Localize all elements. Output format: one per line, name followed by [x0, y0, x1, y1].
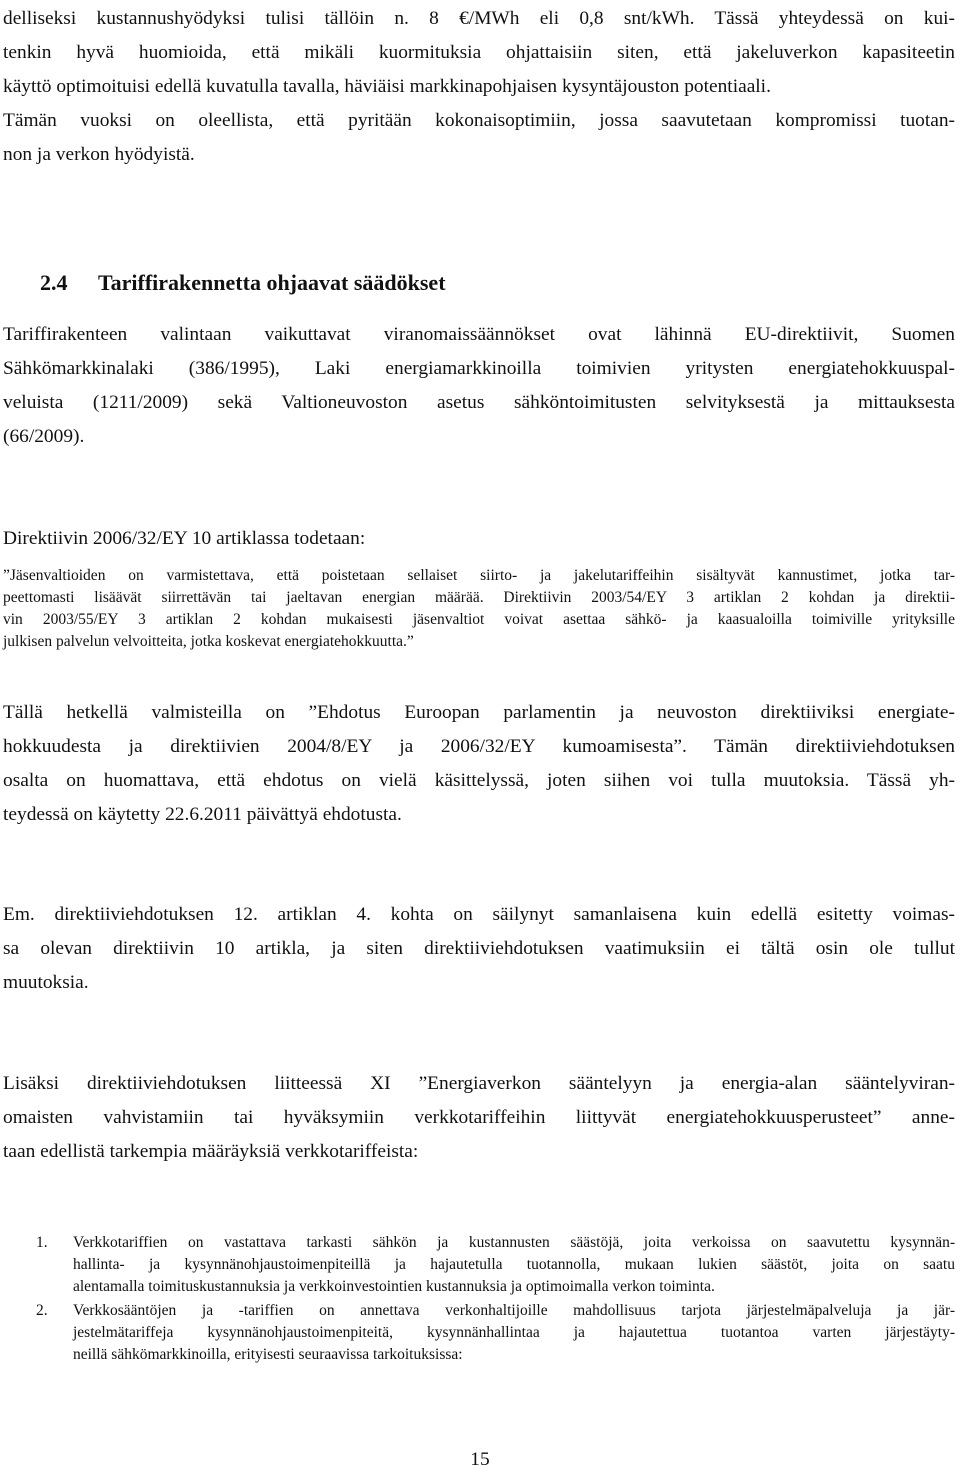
paragraph-regulations-text [3, 318, 955, 454]
list-item-number: 1. [36, 1234, 48, 1251]
text-line: sa olevan direktiivin 10 artikla, ja siten direktiiviehdotuksen vaatimuksiin ei tältä osin ole tullut [3, 938, 955, 959]
directive-quote [3, 565, 955, 653]
text-line: ”Jäsenvaltioiden on varmistettava, että poistetaan sellaiset siirto- ja jakelutariffeihin sisältyvät kannustimet, jotka tar- [3, 567, 955, 584]
document-page [3, 0, 955, 1474]
text-line: Direktiivin 2006/32/EY 10 artiklassa todetaan: [3, 528, 366, 549]
text-line: non ja verkon hyödyistä. [3, 144, 195, 165]
text-line: neillä sähkömarkkinoilla, erityisesti seuraavissa tarkoituksissa: [73, 1346, 463, 1363]
text-line: muutoksia. [3, 972, 89, 993]
paragraph-article [3, 898, 955, 1000]
text-line: Tällä hetkellä valmisteilla on ”Ehdotus Euroopan parlamentin ja neuvoston direktiiviksi energiate- [3, 702, 955, 723]
list-item-number: 2. [36, 1302, 48, 1319]
text-line: alentamalla toimituskustannuksia ja verkkoinvestointien kustannuksia ja optimoimalla verkon toiminta. [73, 1278, 715, 1295]
section-title: Tariffirakennetta ohjaavat säädökset [98, 270, 446, 295]
text-line: jestelmätariffeja kysynnänohjaustoimenpiteitä, kysynnänhallintaa ja hajautettua tuotantoa varten järjestäyty- [73, 1324, 955, 1341]
paragraph-article-text [3, 898, 955, 1000]
text-line: osalta on huomattava, että ehdotus on vielä käsittelyssä, joten siihen voi tulla muutoksia. Tässä yh- [3, 770, 955, 791]
paragraph-regulations [3, 318, 955, 454]
section-heading [40, 266, 446, 300]
text-line: hokkuudesta ja direktiivien 2004/8/EY ja 2006/32/EY kumoamisesta”. Tämän direktiiviehdotuksen [3, 736, 955, 757]
annex-list [3, 1232, 955, 1368]
text-line: omaisten vahvistamiin tai hyväksymiin verkkotariffeihin liittyvät energiatehokkuusperusteet” anne- [3, 1107, 955, 1128]
paragraph-top [3, 2, 955, 172]
paragraph-directive-intro-text [3, 522, 955, 556]
text-line: (66/2009). [3, 426, 85, 447]
page-number: 15 [470, 1449, 490, 1470]
text-line: vin 2003/55/EY 3 artiklan 2 kohdan mukaisesti jäsenvaltiot voivat asettaa sähkö- ja kaasualoilla toimiville yrityksille [3, 611, 955, 628]
text-line: peettomasti lisäävät siirrettävän tai jaeltavan energian määrää. Direktiivin 2003/54/EY 3 artiklan 2 kohdan ja direktii- [3, 589, 955, 606]
directive-quote-text [3, 565, 955, 653]
text-line: Tariffirakenteen valintaan vaikuttavat viranomaissäännökset ovat lähinnä EU-direktiivit, Suomen [3, 324, 955, 345]
text-line: Verkkotariffien on vastattava tarkasti sähkön ja kustannusten säästöjä, joita verkoissa on saavutettu kysynnän- [73, 1234, 955, 1251]
text-line: Sähkömarkkinalaki (386/1995), Laki energiamarkkinoilla toimivien yritysten energiatehokkuuspal- [3, 358, 955, 379]
text-line: käyttö optimoituisi edellä kuvatulla tavalla, häviäisi markkinapohjaisen kysyntäjouston potentiaali. [3, 76, 771, 97]
list-item [3, 1232, 955, 1298]
text-line: Verkkosääntöjen ja -tariffien on annettava verkonhaltijoille mahdollisuus tarjota järjestelmäpalveluja ja jär- [73, 1302, 955, 1319]
text-line: delliseksi kustannushyödyksi tulisi tällöin n. 8 €/MWh eli 0,8 snt/kWh. Tässä yhteydessä on kui- [3, 8, 955, 29]
text-line: Lisäksi direktiiviehdotuksen liitteessä XI ”Energiaverkon sääntelyyn ja energia-alan sääntelyviran- [3, 1073, 955, 1094]
text-line: Em. direktiiviehdotuksen 12. artiklan 4. kohta on säilynyt samanlaisena kuin edellä esitetty voimas- [3, 904, 955, 925]
text-line: Tämän vuoksi on oleellista, että pyritään kokonaisoptimiin, jossa saavutetaan kompromissi tuotan- [3, 110, 955, 131]
paragraph-proposal [3, 696, 955, 832]
text-line: hallinta- ja kysynnänohjaustoimenpiteillä ja hajautetulla tuotannolla, mukaan lukien säästöt, joita on saatu [73, 1256, 955, 1273]
paragraph-annex-text [3, 1067, 955, 1169]
paragraph-annex [3, 1067, 955, 1169]
list-item [3, 1300, 955, 1366]
paragraph-top-text [3, 2, 955, 172]
text-line: veluista (1211/2009) sekä Valtioneuvoston asetus sähköntoimitusten selvityksestä ja mittauksesta [3, 392, 955, 413]
text-line: tenkin hyvä huomioida, että mikäli kuormituksia ohjattaisiin siten, että jakeluverkon kapasiteetin [3, 42, 955, 63]
paragraph-proposal-text [3, 696, 955, 832]
text-line: julkisen palvelun velvoitteita, jotka koskevat energiatehokkuutta.” [3, 633, 414, 650]
section-number: 2.4 [40, 270, 68, 295]
text-line: taan edellistä tarkempia määräyksiä verkkotariffeista: [3, 1141, 419, 1162]
text-line: teydessä on käytetty 22.6.2011 päivättyä ehdotusta. [3, 804, 402, 825]
paragraph-directive-intro [3, 522, 955, 556]
